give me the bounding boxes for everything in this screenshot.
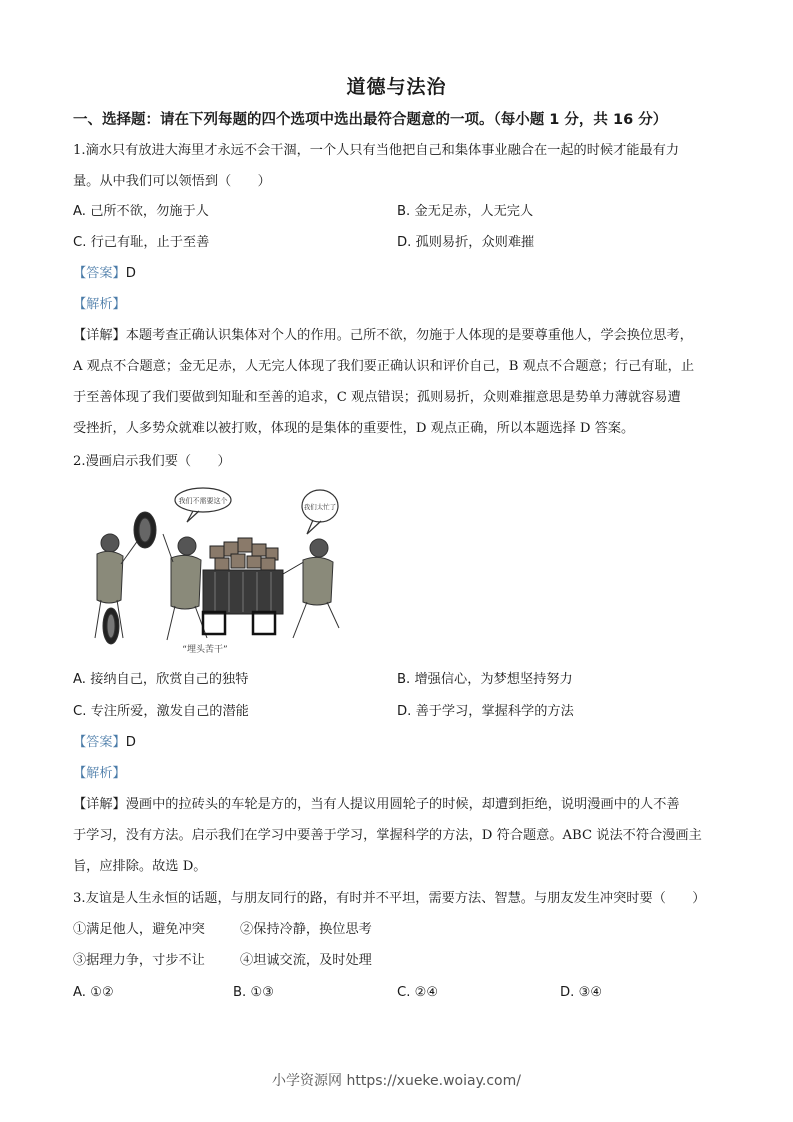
answer-value: D xyxy=(125,735,136,750)
detail-line: 受挫折，人多势众就难以被打败，体现的是集体的重要性，D 观点正确，所以本题选择 D 答案。 xyxy=(73,421,635,436)
svg-text:“埋头苦干”: “埋头苦干” xyxy=(182,645,228,655)
question-1-stem-line-2: 量。从中我们可以领悟到（ ） xyxy=(73,174,271,189)
question-2-option-a: A. 接纳自己，欣赏自己的独特 xyxy=(73,672,249,687)
question-3-stem: 3.友谊是人生永恒的话题，与朋友同行的路，有时并不平坦，需要方法、智慧。与朋友发生冲突时要（ ） xyxy=(73,891,706,906)
question-2-option-d: D. 善于学习，掌握科学的方法 xyxy=(397,704,574,719)
detail-line: 【详解】漫画中的拉砖头的车轮是方的，当有人提议用圆轮子的时候，却遭到拒绝，说明漫画中的人不善 xyxy=(73,797,680,812)
answer-value: D xyxy=(125,266,136,281)
cartoon-illustration xyxy=(75,478,343,658)
question-3-statement-4: ④坦诚交流，及时处理 xyxy=(240,953,372,968)
svg-text:我们太忙了: 我们太忙了 xyxy=(303,503,337,511)
question-1-answer xyxy=(73,265,136,283)
question-3-statement-2: ②保持冷静，换位思考 xyxy=(240,922,372,937)
answer-label: 【答案】 xyxy=(73,735,126,750)
question-2-analysis-label: 【解析】 xyxy=(73,766,126,781)
question-3-option-a: A. ①② xyxy=(73,985,114,1000)
footer-watermark: 小学资源网 https://xueke.woiay.com/ xyxy=(272,1073,521,1089)
answer-label: 【答案】 xyxy=(73,266,126,281)
page-title: 道德与法治 xyxy=(346,76,447,98)
question-1-stem-line-1: 1.滴水只有放进大海里才永远不会干涸，一个人只有当他把自己和集体事业融合在一起的时候才能最有力 xyxy=(73,143,680,158)
detail-line: 旨，应排除。故选 D。 xyxy=(73,859,207,874)
section-heading: 一、选择题：请在下列每题的四个选项中选出最符合题意的一项。（每小题 1 分，共 16 分） xyxy=(73,112,668,128)
detail-line: A 观点不合题意；金无足赤，人无完人体现了我们要正确认识和评价自己，B 观点不合题意；行己有耻，止 xyxy=(73,359,695,374)
question-2-stem: 2.漫画启示我们要（ ） xyxy=(73,454,231,469)
question-1-option-d: D. 孤则易折，众则难摧 xyxy=(397,235,535,250)
question-1-analysis-label: 【解析】 xyxy=(73,297,126,312)
svg-text:我们不需要这个: 我们不需要这个 xyxy=(178,497,228,505)
detail-line: 于学习，没有方法。启示我们在学习中要善于学习，掌握科学的方法，D 符合题意。ABC 说法不符合漫画主 xyxy=(73,828,702,843)
question-2-option-b: B. 增强信心，为梦想坚持努力 xyxy=(397,672,573,687)
question-1-option-b: B. 金无足赤，人无完人 xyxy=(397,204,534,219)
question-1-option-a: A. 己所不欲，勿施于人 xyxy=(73,204,209,219)
question-2-cartoon xyxy=(75,478,343,658)
question-3-option-d: D. ③④ xyxy=(560,985,603,1000)
question-2-option-c: C. 专注所爱，激发自己的潜能 xyxy=(73,704,249,719)
question-1-option-c: C. 行己有耻，止于至善 xyxy=(73,235,210,250)
question-3-option-b: B. ①③ xyxy=(233,985,275,1000)
question-3-option-c: C. ②④ xyxy=(397,985,439,1000)
question-2-detail xyxy=(73,789,721,882)
detail-line: 【详解】本题考查正确认识集体对个人的作用。己所不欲，勿施于人体现的是要尊重他人，学会换位思考， xyxy=(73,328,693,343)
question-3-statement-3: ③据理力争，寸步不让 xyxy=(73,953,205,968)
detail-line: 于至善体现了我们要做到知耻和至善的追求，C 观点错误；孤则易折，众则难摧意思是势单力薄就容易遭 xyxy=(73,390,681,405)
question-2-answer xyxy=(73,734,136,752)
question-1-detail xyxy=(73,320,721,444)
question-3-statement-1: ①满足他人，避免冲突 xyxy=(73,922,205,937)
